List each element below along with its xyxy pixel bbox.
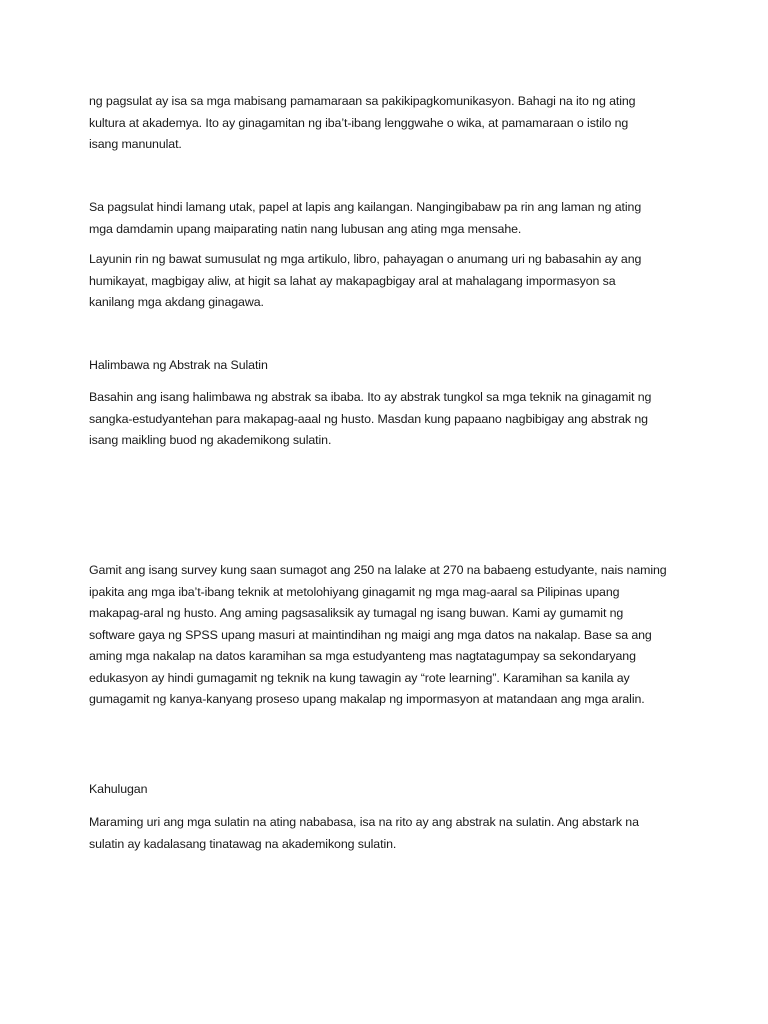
text-line: Gamit ang isang survey kung saan sumagot ang 250 na lalake at 270 na babaeng estudyante, nais naming — [89, 563, 667, 577]
pagsulat-paragraph — [89, 197, 689, 240]
kahulugan-heading — [89, 779, 689, 801]
abstrak-paragraph — [89, 560, 689, 711]
text-line: Basahin ang isang halimbawa ng abstrak sa ibaba. Ito ay abstrak tungkol sa mga teknik na ginagamit ng — [89, 390, 652, 404]
text-line: sangka-estudyantehan para makapag-aaal ng husto. Masdan kung papaano nagbibigay ang abstrak ng — [89, 411, 648, 426]
text-line: isang maikling buod ng akademikong sulatin. — [89, 433, 332, 447]
text-line: ipakita ang mga iba’t-ibang teknik at metolohiyang ginagamit ng mga mag-aaral sa Pilipinas upang — [89, 584, 620, 599]
text-line: edukasyon ay hindi gumagamit ng teknik na kung tawagin ay “rote learning”. Karamihan sa kanila ay — [89, 670, 630, 685]
text-line: sulatin ay kadalasang tinatawag na akademikong sulatin. — [89, 836, 397, 851]
intro-paragraph — [89, 91, 689, 156]
text-line: gumagamit ng kanya-kanyang proseso upang makalap ng impormasyon at matandaan ang mga aralin. — [89, 692, 645, 706]
text-line: makapag-aral ng husto. Ang aming pagsasaliksik ay tumagal ng isang buwan. Kami ay gumamit ng — [89, 606, 624, 620]
text-line: ng pagsulat ay isa sa mga mabisang pamamaraan sa pakikipagkomunikasyon. Bahagi na ito ng ating — [89, 94, 636, 108]
text-line: humikayat, magbigay aliw, at higit sa lahat ay makapagbigay aral at mahalagang impormasyon sa — [89, 273, 616, 288]
text-line: kultura at akademya. Ito ay ginagamitan ng iba’t-ibang lenggwahe o wika, at pamamaraan o istilo ng — [89, 115, 629, 130]
text-line: Sa pagsulat hindi lamang utak, papel at lapis ang kailangan. Nangingibabaw pa rin ang laman ng ating — [89, 200, 642, 214]
heading-text: Kahulugan — [89, 782, 148, 796]
layunin-paragraph — [89, 249, 689, 314]
text-line: Maraming uri ang mga sulatin na ating nababasa, isa na rito ay ang abstrak na sulatin. Ang abstark na — [89, 815, 639, 829]
text-line: isang manunulat. — [89, 137, 182, 151]
halimbawa-heading — [89, 355, 689, 377]
basahin-paragraph — [89, 387, 689, 452]
text-line: aming mga nakalap na datos karamihan sa mga estudyanteng mas nagtatagumpay sa sekondaryang — [89, 649, 636, 663]
kahulugan-paragraph — [89, 812, 689, 855]
text-line: mga damdamin upang maiparating natin nang lubusan ang ating mga mensahe. — [89, 221, 522, 236]
text-line: Layunin rin ng bawat sumusulat ng mga artikulo, libro, pahayagan o anumang uri ng babasahin ay ang — [89, 252, 642, 266]
text-line: kanilang mga akdang ginagawa. — [89, 295, 264, 309]
heading-text: Halimbawa ng Abstrak na Sulatin — [89, 358, 268, 372]
text-line: software gaya ng SPSS upang masuri at maintindihan ng maigi ang mga datos na nakalap. Base sa ang — [89, 627, 652, 642]
